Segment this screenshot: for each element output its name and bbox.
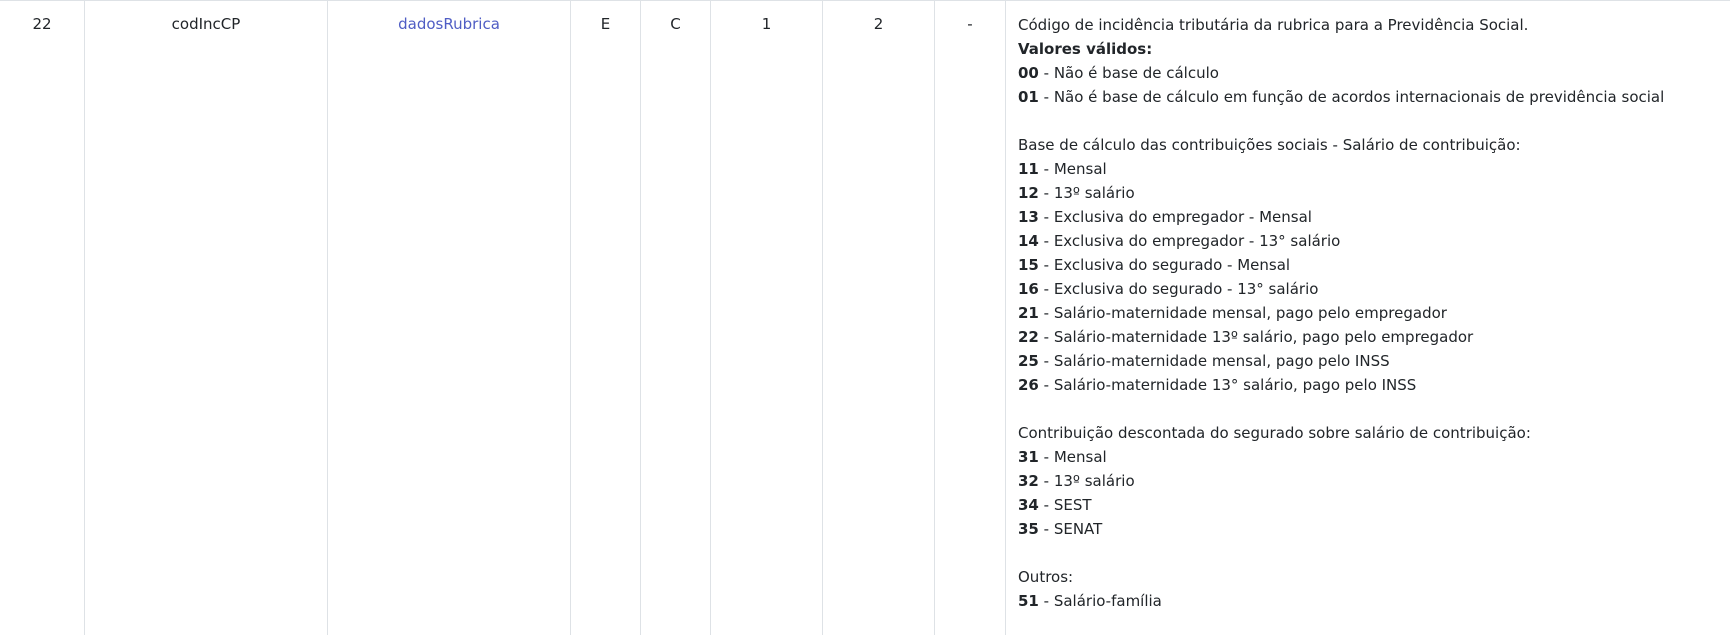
list-item: 13 - Exclusiva do empregador - Mensal	[1018, 208, 1312, 226]
list-item: 11 - Mensal	[1018, 160, 1107, 178]
min-value: 1	[761, 15, 772, 33]
list-item: 31 - Mensal	[1018, 448, 1107, 466]
list-item: 51 - Salário-família	[1018, 592, 1162, 610]
list-item: 35 - SENAT	[1018, 520, 1103, 538]
cell-max-occurrence	[823, 1, 935, 635]
data-type-value: C	[670, 15, 681, 33]
parent-group-link[interactable]: dadosRubrica	[398, 15, 500, 33]
table-row	[0, 1, 1730, 635]
cell-parent	[328, 1, 571, 635]
list-item: 14 - Exclusiva do empregador - 13° salário	[1018, 232, 1341, 250]
list-item: 32 - 13º salário	[1018, 472, 1135, 490]
decimals-value: -	[967, 15, 973, 33]
list-item: 16 - Exclusiva do segurado - 13° salário	[1018, 280, 1319, 298]
cell-seq	[0, 1, 85, 635]
cell-description	[1006, 1, 1730, 635]
spacer	[1018, 541, 1722, 565]
cell-data-type	[641, 1, 711, 635]
list-item: 01 - Não é base de cálculo em função de acordos internacionais de previdência social	[1018, 88, 1665, 106]
spacer	[1018, 109, 1722, 133]
valid-values-label: Valores válidos:	[1018, 40, 1153, 58]
list-item: 25 - Salário-maternidade mensal, pago pelo INSS	[1018, 352, 1390, 370]
list-item: 21 - Salário-maternidade mensal, pago pelo empregador	[1018, 304, 1447, 322]
list-item: 15 - Exclusiva do segurado - Mensal	[1018, 256, 1291, 274]
group-title-outros: Outros:	[1018, 568, 1074, 586]
spacer	[1018, 397, 1722, 421]
group-title-base-calculo: Base de cálculo das contribuições sociais - Salário de contribuição:	[1018, 136, 1521, 154]
list-item: 22 - Salário-maternidade 13º salário, pago pelo empregador	[1018, 328, 1474, 346]
list-item: 34 - SEST	[1018, 496, 1092, 514]
seq-value: 22	[32, 15, 52, 33]
field-name: codIncCP	[171, 15, 241, 33]
cell-min-occurrence	[711, 1, 823, 635]
list-item: 26 - Salário-maternidade 13° salário, pago pelo INSS	[1018, 376, 1417, 394]
list-item: 12 - 13º salário	[1018, 184, 1135, 202]
cell-element-type	[571, 1, 641, 635]
group-title-contribuicao-descontada: Contribuição descontada do segurado sobre salário de contribuição:	[1018, 424, 1531, 442]
list-item: 00 - Não é base de cálculo	[1018, 64, 1219, 82]
cell-decimals	[935, 1, 1006, 635]
element-type-value: E	[600, 15, 611, 33]
cell-field	[85, 1, 328, 635]
max-value: 2	[873, 15, 884, 33]
description-intro: Código de incidência tributária da rubrica para a Previdência Social.	[1018, 16, 1529, 34]
